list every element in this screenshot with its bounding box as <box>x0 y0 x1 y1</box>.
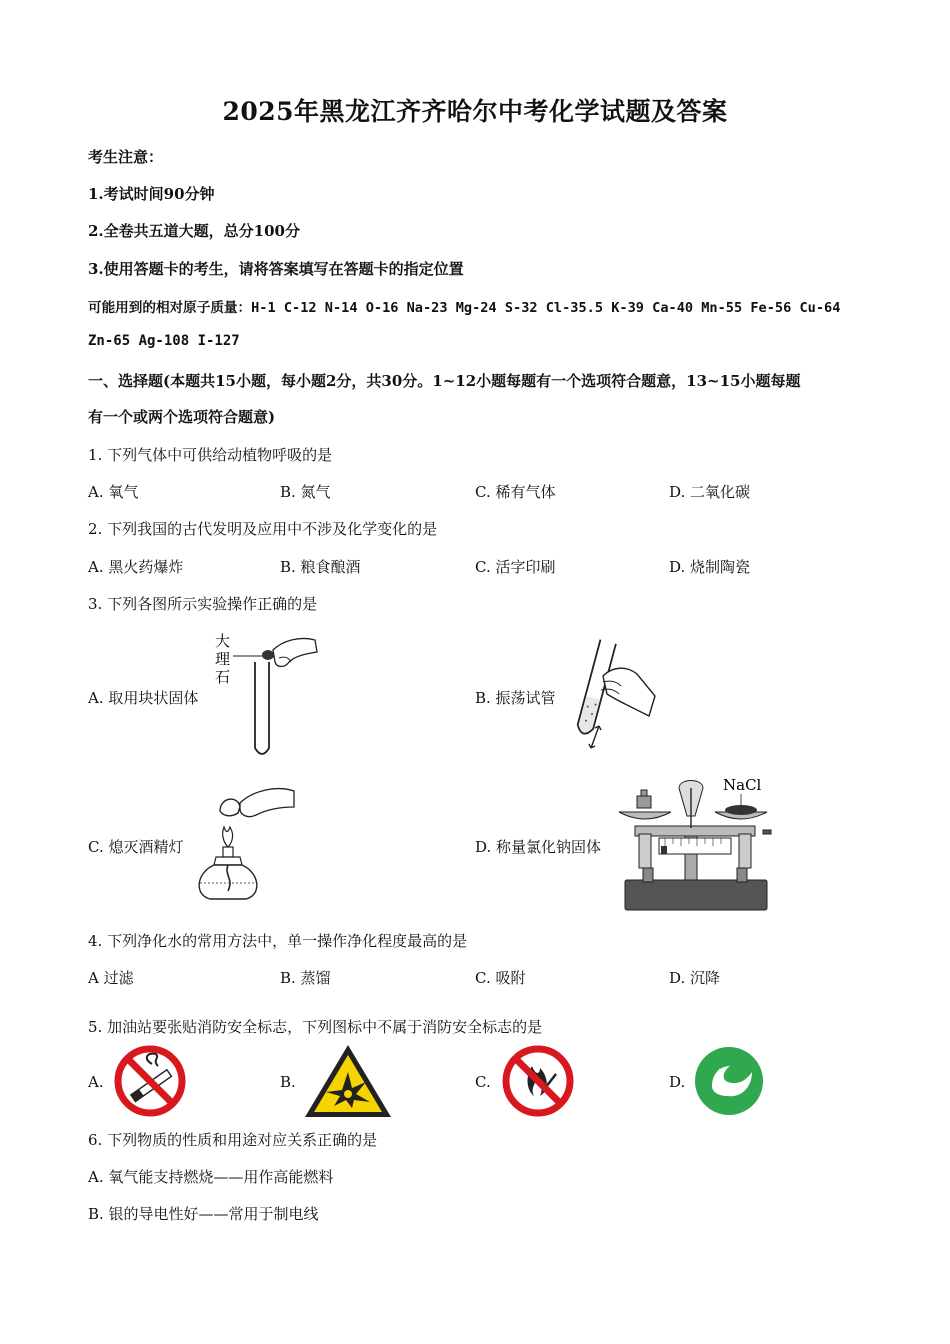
section-heading: 有一个或两个选项符合题意) <box>88 408 276 426</box>
notice-heading: 考生注意： <box>88 148 164 166</box>
option-a: A. 取用块状固体 <box>88 689 199 707</box>
option-b: B. <box>280 1073 296 1091</box>
question-stem: 1. 下列气体中可供给动植物呼吸的是 <box>88 446 333 464</box>
option-b: B. 氮气 <box>280 483 331 501</box>
shake-test-tube-figure <box>565 636 660 751</box>
option-b: B. 振荡试管 <box>475 689 556 707</box>
notice-item: 3.使用答题卡的考生，请将答案填写在答题卡的指定位置 <box>88 260 464 278</box>
option-a: A 过滤 <box>88 969 134 987</box>
marble-label: 大 <box>215 632 231 650</box>
option-c: C. 活字印刷 <box>475 558 556 576</box>
balance-scale-figure <box>615 772 775 914</box>
option-b: B. 蒸馏 <box>280 969 331 987</box>
option-c: C. 稀有气体 <box>475 483 556 501</box>
option-a: A. 氧气能支持燃烧——用作高能燃料 <box>88 1168 334 1186</box>
option-d: D. 沉降 <box>669 969 721 987</box>
marble-label: 石 <box>215 668 231 686</box>
option-b: B. 粮食酿酒 <box>280 558 361 576</box>
question-stem: 2. 下列我国的古代发明及应用中不涉及化学变化的是 <box>88 520 438 538</box>
option-a: A. 黑火药爆炸 <box>88 558 184 576</box>
option-c: C. 吸附 <box>475 969 526 987</box>
nacl-label: NaCl <box>723 776 762 794</box>
option-a: A. 氧气 <box>88 483 139 501</box>
question-stem: 5. 加油站要张贴消防安全标志，下列图标中不属于消防安全标志的是 <box>88 1018 543 1036</box>
page-title: 2025年黑龙江齐齐哈尔中考化学试题及答案 <box>222 97 728 126</box>
option-d: D. 二氧化碳 <box>669 483 751 501</box>
question-stem: 4. 下列净化水的常用方法中，单一操作净化程度最高的是 <box>88 932 468 950</box>
alcohol-lamp-figure <box>190 783 300 905</box>
option-a: A. <box>88 1073 104 1091</box>
option-c: C. <box>475 1073 491 1091</box>
option-d: D. 烧制陶瓷 <box>669 558 751 576</box>
marble-label: 理 <box>215 650 231 668</box>
option-d: D. 称量氯化钠固体 <box>475 838 602 856</box>
atomic-masses-line: Zn-65 Ag-108 I-127 <box>88 333 240 349</box>
option-d: D. <box>669 1073 686 1091</box>
explosive-warning-icon <box>302 1042 394 1120</box>
no-open-flame-icon <box>500 1044 576 1118</box>
question-stem: 6. 下列物质的性质和用途对应关系正确的是 <box>88 1131 378 1149</box>
option-b: B. 银的导电性好——常用于制电线 <box>88 1205 319 1223</box>
section-heading: 一、选择题(本题共15小题，每小题2分，共30分。1~12小题每题有一个选项符合题意，13~15小题每题 <box>88 372 801 390</box>
question-stem: 3. 下列各图所示实验操作正确的是 <box>88 595 318 613</box>
no-smoking-icon <box>112 1044 188 1118</box>
water-saving-icon <box>692 1044 766 1118</box>
notice-item: 2.全卷共五道大题，总分100分 <box>88 222 300 240</box>
marble-test-tube-figure <box>205 628 325 760</box>
option-c: C. 熄灭酒精灯 <box>88 838 184 856</box>
notice-item: 1.考试时间90分钟 <box>88 185 215 203</box>
atomic-masses-line: 可能用到的相对原子质量：H-1 C-12 N-14 O-16 Na-23 Mg-24 S-32 Cl-35.5 K-39 Ca-40 Mn-55 Fe-56 Cu-64 <box>88 300 841 316</box>
